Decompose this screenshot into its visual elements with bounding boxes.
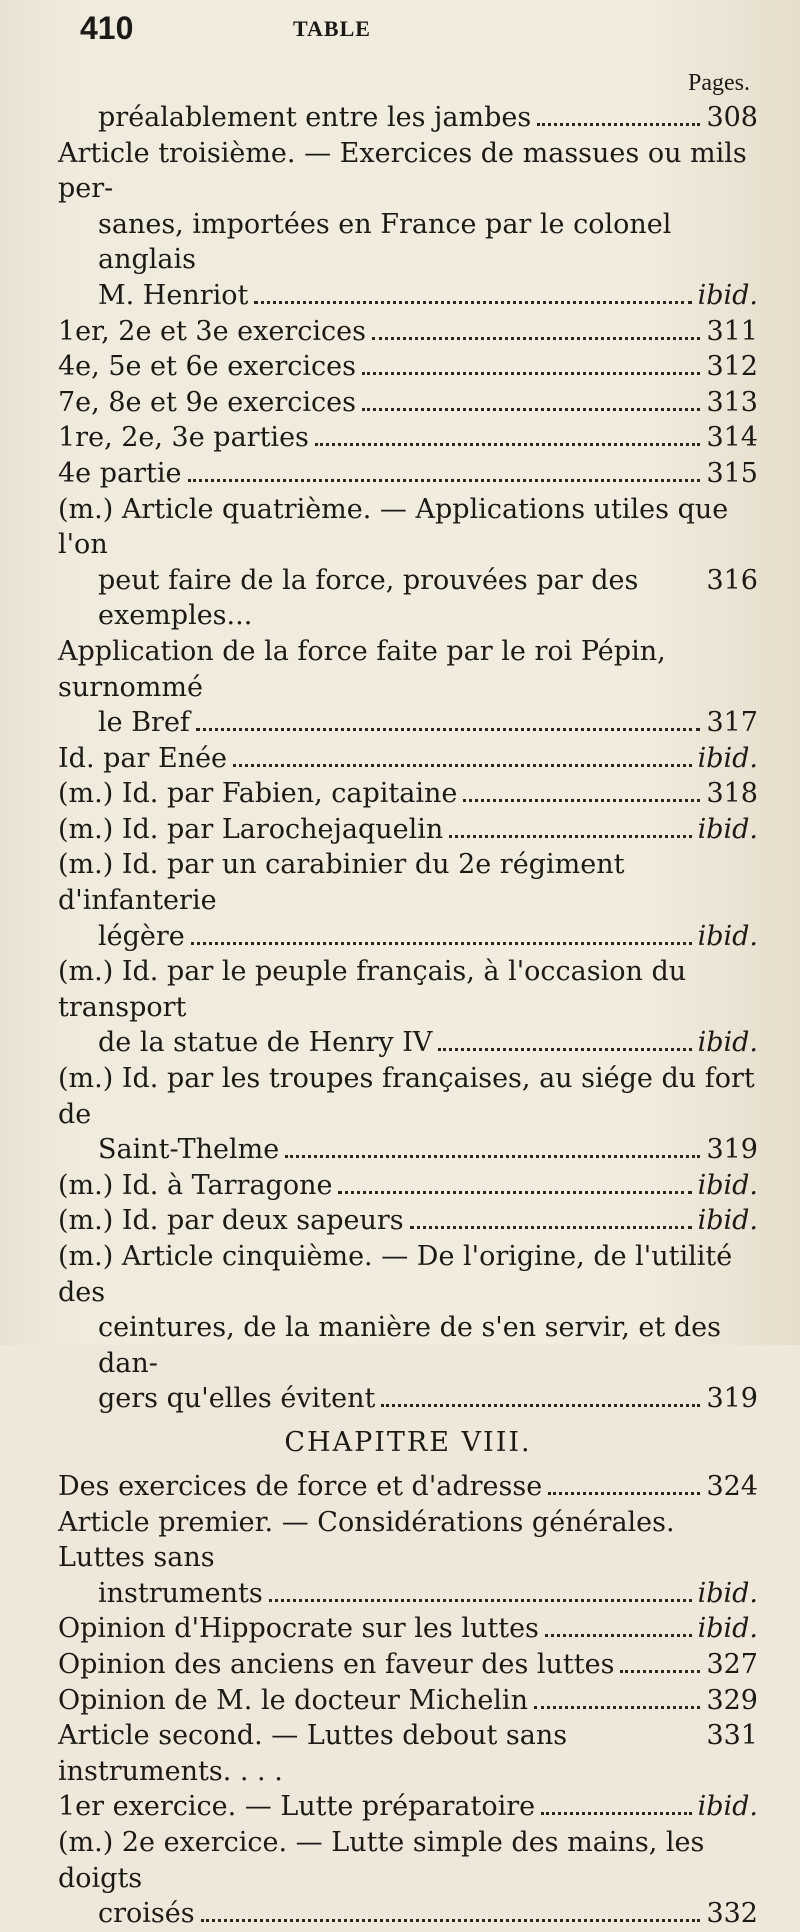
toc-entry-line — [58, 741, 758, 777]
table-of-contents — [58, 100, 758, 1932]
toc-entry — [58, 492, 758, 634]
dot-leader — [191, 942, 692, 945]
toc-entry-line — [58, 456, 758, 492]
toc-entry — [58, 1168, 758, 1204]
toc-entry-line — [58, 847, 758, 918]
toc-entry-line — [58, 1576, 758, 1612]
page-header — [80, 8, 750, 96]
toc-entry — [58, 1789, 758, 1825]
toc-entry-line — [58, 1132, 758, 1168]
dot-leader — [233, 764, 692, 767]
toc-entry-text: 1er, 2e et 3e exercices — [58, 315, 366, 347]
dot-leader — [372, 337, 700, 340]
toc-entry — [58, 1469, 758, 1505]
toc-entry-text: Application de la force faite par le roi Pépin, surnommé — [58, 635, 666, 703]
toc-entry — [58, 420, 758, 456]
toc-entry-line — [58, 1611, 758, 1647]
toc-page-number: ibid. — [697, 1169, 758, 1201]
dot-leader — [541, 1812, 691, 1815]
dot-leader — [463, 799, 700, 802]
dot-leader — [548, 1492, 700, 1495]
toc-entry-line — [58, 1469, 758, 1505]
toc-page-number: ibid. — [697, 1027, 758, 1059]
toc-entry-line — [58, 385, 758, 421]
toc-entry-text: Saint-Thelme — [98, 1134, 280, 1166]
toc-entry-line — [58, 1896, 758, 1932]
toc-entry — [58, 1203, 758, 1239]
toc-entry-line — [58, 1310, 758, 1381]
toc-entry-text: (m.) Id. par Fabien, capitaine — [58, 778, 458, 810]
toc-page-number: ibid. — [697, 742, 758, 774]
dot-leader — [449, 835, 691, 838]
toc-page-number: 308 — [706, 102, 758, 133]
dot-leader — [269, 1599, 692, 1602]
toc-entry-line — [58, 1505, 758, 1576]
toc-entry-text: (m.) Id. à Tarragone — [58, 1169, 333, 1201]
toc-entry-line — [58, 1683, 758, 1719]
toc-entry — [58, 741, 758, 777]
dot-leader — [438, 1048, 691, 1051]
toc-entry-line — [58, 207, 758, 278]
toc-page-number: 316 — [706, 564, 758, 596]
toc-page-number: ibid. — [697, 279, 758, 311]
toc-entry-text: (m.) Id. par deux sapeurs — [58, 1205, 404, 1237]
toc-entry-line — [58, 1061, 758, 1132]
toc-page-number: ibid. — [697, 920, 758, 952]
toc-page-number: ibid. — [697, 1205, 758, 1237]
toc-entry-line — [58, 1168, 758, 1204]
toc-entry-line — [58, 1825, 758, 1896]
dot-leader — [188, 479, 701, 482]
toc-entry-line — [58, 705, 758, 741]
toc-page-number: ibid. — [697, 813, 758, 845]
toc-entry-text: Article premier. — Considérations générales. Luttes sans — [58, 1506, 675, 1574]
toc-page-number: 314 — [706, 422, 758, 454]
toc-entry-line — [58, 278, 758, 314]
toc-page-number: 324 — [706, 1470, 758, 1502]
toc-entry — [58, 776, 758, 812]
toc-entry-text: Opinion de M. le docteur Michelin — [58, 1684, 528, 1716]
toc-entry — [58, 1611, 758, 1647]
toc-page-number: 332 — [706, 1898, 758, 1930]
toc-entry-text: préalablement entre les jambes — [98, 102, 532, 133]
toc-page-number: 331 — [706, 1720, 758, 1752]
toc-entry — [58, 954, 758, 1061]
toc-entry-line — [58, 1239, 758, 1310]
toc-entry-text: 7e, 8e et 9e exercices — [58, 386, 357, 418]
toc-entry-text: Opinion des anciens en faveur des luttes — [58, 1648, 615, 1680]
toc-entry-line — [58, 349, 758, 385]
toc-entry-text: de la statue de Henry IV — [98, 1027, 433, 1059]
toc-entry-text: Des exercices de force et d'adresse — [58, 1470, 543, 1502]
toc-entry-line — [58, 1718, 758, 1789]
toc-entry-text: M. Henriot — [98, 279, 249, 311]
toc-section-2 — [58, 1469, 758, 1932]
dot-leader — [545, 1634, 692, 1637]
dot-leader — [362, 408, 700, 411]
toc-page-number: ibid. — [697, 1791, 758, 1823]
toc-entry-line — [58, 420, 758, 456]
toc-entry — [58, 1647, 758, 1683]
toc-entry-line — [58, 1203, 758, 1239]
toc-page-number: 318 — [706, 778, 758, 810]
toc-entry-text: gers qu'elles évitent — [98, 1383, 376, 1415]
toc-entry-line — [58, 563, 758, 634]
toc-entry — [58, 634, 758, 741]
toc-entry — [58, 100, 758, 136]
toc-entry — [58, 349, 758, 385]
dot-leader — [410, 1226, 692, 1229]
toc-page-number: 319 — [706, 1134, 758, 1166]
pages-column-label: Pages. — [688, 70, 750, 96]
toc-entry — [58, 1683, 758, 1719]
toc-entry-line — [58, 812, 758, 848]
toc-entry-line — [58, 492, 758, 563]
toc-entry-line — [58, 954, 758, 1025]
dot-leader — [381, 1404, 700, 1407]
toc-page-number: 327 — [706, 1648, 758, 1680]
toc-entry-text: sanes, importées en France par le colonel anglais — [98, 208, 672, 276]
dot-leader — [196, 728, 701, 731]
page-number: 410 — [80, 10, 134, 46]
toc-entry-text: Article second. — Luttes debout sans instruments. . . . — [58, 1720, 568, 1787]
toc-entry-line — [58, 314, 758, 350]
toc-entry-text: (m.) Id. par le peuple français, à l'occasion du transport — [58, 956, 687, 1023]
toc-entry-line — [58, 776, 758, 812]
toc-entry-line — [58, 634, 758, 705]
toc-entry-line — [58, 136, 758, 207]
toc-entry-line — [58, 1789, 758, 1825]
toc-entry-text: 1re, 2e, 3e parties — [58, 422, 309, 454]
toc-entry-line — [58, 1647, 758, 1683]
toc-entry-text: 4e partie — [58, 457, 182, 489]
toc-entry — [58, 136, 758, 314]
toc-page-number: ibid. — [697, 1613, 758, 1645]
toc-entry-text: instruments — [98, 1577, 263, 1609]
toc-entry — [58, 1061, 758, 1168]
toc-entry-text: le Bref — [98, 707, 190, 739]
toc-page-number: 329 — [706, 1684, 758, 1716]
toc-entry-text: Id. par Enée — [58, 742, 228, 774]
toc-entry-line — [58, 919, 758, 955]
toc-entry-text: (m.) Id. par les troupes françaises, au siége du fort de — [58, 1063, 755, 1130]
toc-entry-text: Article troisième. — Exercices de massues ou mils per- — [58, 137, 747, 205]
toc-entry-text: Opinion d'Hippocrate sur les luttes — [58, 1613, 539, 1645]
toc-entry — [58, 385, 758, 421]
toc-entry-text: (m.) Id. par Larochejaquelin — [58, 813, 444, 845]
toc-entry-line — [58, 1381, 758, 1417]
toc-page-number: 319 — [706, 1383, 758, 1415]
dot-leader — [315, 443, 701, 446]
toc-entry — [58, 1718, 758, 1789]
dot-leader — [362, 372, 700, 375]
toc-entry-text: (m.) Id. par un carabinier du 2e régiment d'infanterie — [58, 849, 625, 917]
toc-entry-text: légère — [98, 920, 185, 952]
dot-leader — [201, 1919, 701, 1922]
chapter-heading: CHAPITRE VIII. — [284, 1426, 532, 1458]
toc-entry-text: ceintures, de la manière de s'en servir, et des dan- — [98, 1312, 721, 1379]
toc-page-number: 315 — [706, 457, 758, 489]
toc-entry-text: croisés — [98, 1898, 195, 1930]
toc-entry-text: 4e, 5e et 6e exercices — [58, 351, 357, 383]
toc-entry-text: 1er exercice. — Lutte préparatoire — [58, 1791, 536, 1823]
toc-entry-text: peut faire de la force, prouvées par des exemples... — [98, 564, 639, 632]
toc-entry — [58, 456, 758, 492]
running-head: TABLE — [293, 16, 371, 41]
dot-leader — [285, 1155, 700, 1158]
dot-leader — [620, 1670, 700, 1673]
toc-page-number: 311 — [706, 315, 758, 347]
dot-leader — [254, 301, 691, 304]
toc-page-number: 313 — [706, 386, 758, 418]
dot-leader — [338, 1191, 691, 1194]
toc-entry — [58, 1239, 758, 1417]
toc-entry-text: (m.) 2e exercice. — Lutte simple des mains, les doigts — [58, 1826, 705, 1894]
toc-page-number: 312 — [706, 351, 758, 383]
toc-page-number: 317 — [706, 707, 758, 739]
toc-entry-text: (m.) Article quatrième. — Applications utiles que l'on — [58, 493, 729, 561]
toc-entry — [58, 1505, 758, 1612]
toc-entry-line — [58, 100, 758, 136]
toc-entry — [58, 314, 758, 350]
toc-entry — [58, 812, 758, 848]
toc-page-number: ibid. — [697, 1577, 758, 1609]
dot-leader — [537, 123, 700, 126]
toc-section-1 — [58, 100, 758, 1417]
dot-leader — [534, 1706, 700, 1709]
toc-entry — [58, 847, 758, 954]
toc-entry — [58, 1825, 758, 1932]
toc-entry-text: (m.) Article cinquième. — De l'origine, de l'utilité des — [58, 1241, 733, 1308]
toc-entry-line — [58, 1025, 758, 1061]
